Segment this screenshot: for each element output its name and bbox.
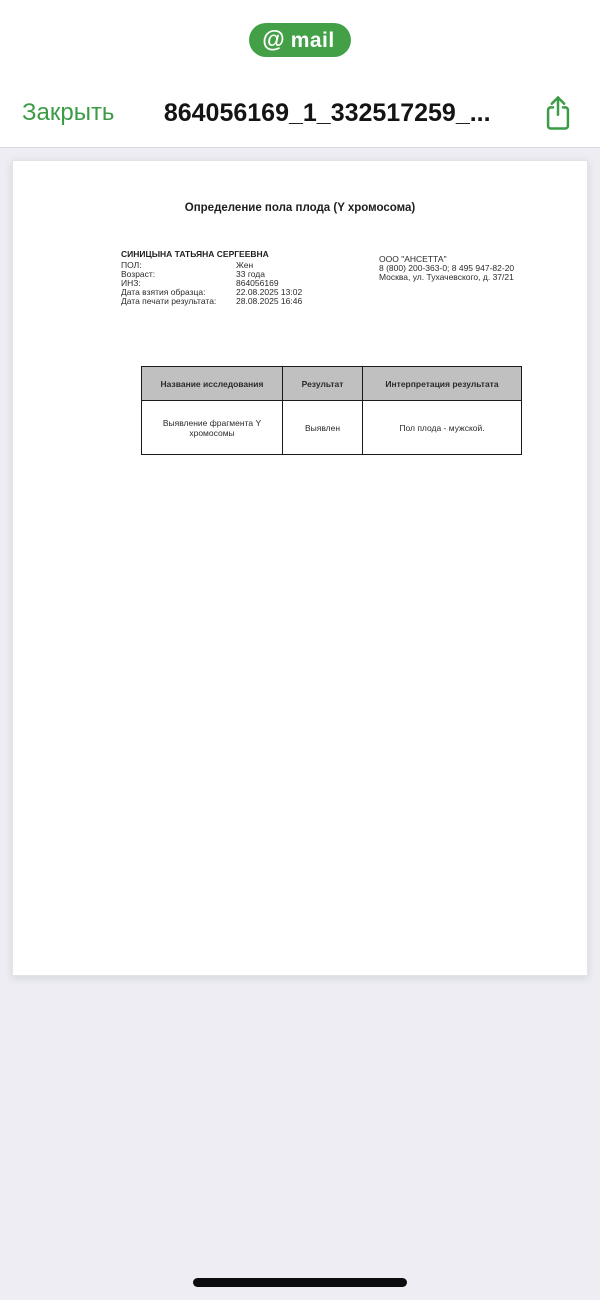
at-icon: @ xyxy=(262,25,285,52)
document-filename-title: 864056169_1_332517259_... xyxy=(163,98,491,127)
field-value: 33 года xyxy=(236,269,265,279)
results-table-header-row xyxy=(142,367,522,401)
preview-header-bar xyxy=(0,90,600,136)
document-page xyxy=(12,160,588,976)
cell-interpretation: Пол плода - мужской. xyxy=(363,401,522,455)
clinic-phones: 8 (800) 200-363-0; 8 495 947-82-20 xyxy=(379,263,515,273)
clinic-address: Москва, ул. Тухачевского, д. 37/21 xyxy=(379,272,514,282)
field-value: 22.08.2025 13:02 xyxy=(236,287,303,297)
column-header-study: Название исследования xyxy=(142,367,283,401)
close-button[interactable]: Закрыть xyxy=(22,99,115,126)
mail-logo-wrap xyxy=(0,0,600,57)
patient-info-row xyxy=(121,297,371,306)
top-chrome xyxy=(0,0,600,148)
column-header-interpretation: Интерпретация результата xyxy=(363,367,522,401)
field-label: Дата печати результата: xyxy=(121,296,217,306)
home-indicator-handle[interactable] xyxy=(193,1278,407,1287)
field-label: ИНЗ: xyxy=(121,278,141,288)
table-row xyxy=(142,401,522,455)
document-viewport[interactable] xyxy=(0,149,600,1300)
mail-logo-text: mail xyxy=(290,28,335,52)
clinic-info-block xyxy=(379,255,579,282)
results-table xyxy=(141,366,522,455)
field-value: Жен xyxy=(236,260,254,270)
column-header-result: Результат xyxy=(283,367,363,401)
patient-info-block xyxy=(121,249,371,306)
share-button[interactable] xyxy=(540,93,576,133)
document-title: Определение пола плода (Y хромосома) xyxy=(184,202,416,214)
clinic-name: ООО "АНСЕТТА" xyxy=(379,254,447,264)
mail-ru-logo xyxy=(249,23,350,57)
field-label: ПОЛ: xyxy=(121,260,142,270)
patient-name: СИНИЦЫНА ТАТЬЯНА СЕРГЕЕВНА xyxy=(121,249,269,259)
cell-result: Выявлен xyxy=(283,401,363,455)
field-value: 28.08.2025 16:46 xyxy=(236,296,303,306)
field-value: 864056169 xyxy=(236,278,279,288)
share-icon xyxy=(543,95,573,131)
field-label: Возраст: xyxy=(121,269,156,279)
field-label: Дата взятия образца: xyxy=(121,287,206,297)
cell-study-name: Выявление фрагмента Y хромосомы xyxy=(142,401,283,455)
